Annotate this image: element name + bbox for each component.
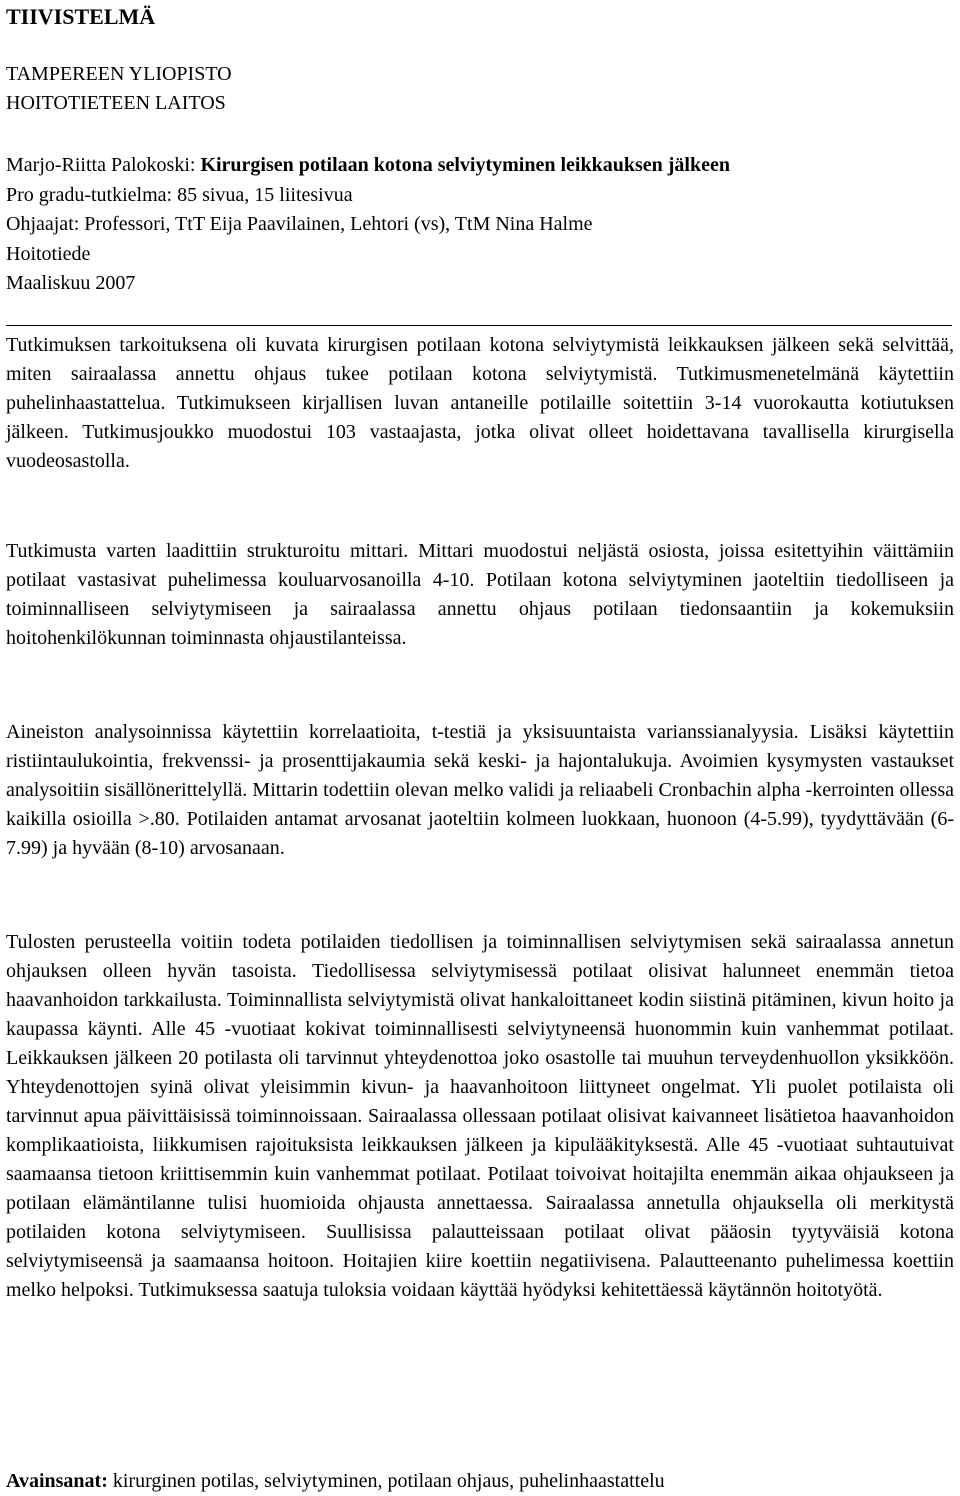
university-name: TAMPEREEN YLIOPISTO: [6, 63, 232, 85]
abstract-paragraph-2: Tutkimusta varten laadittiin strukturoitu mittari. Mittari muodostui neljästä osiosta, joissa esitettyihin väittämiin potilaat vastasivat puhelimessa kouluarvosanoilla 4-10. Potilaan kotona selviytyminen jaoteltiin tiedolliseen ja toiminnalliseen selviytymiseen ja sairaalassa annettu ohjaus potilaan tiedonsaantiin ja kokemuksiin hoitohenkilökunnan toiminnasta ohjaustilanteissa.: [6, 540, 954, 649]
department-name: HOITOTIETEEN LAITOS: [6, 92, 226, 114]
keywords-line: [6, 1467, 665, 1496]
abstract-paragraph-3: Aineiston analysoinnissa käytettiin korrelaatioita, t-testiä ja yksisuuntaista varianssianalyysia. Lisäksi käytettiin ristiintaulukointia, frekvenssi- ja prosenttijakaumia sekä keski- ja hajontalukuja. Avoimien kysymysten vastaukset analysoitiin sisällönerittelyllä. Mittarin todettiin olevan melko validi ja reliaabeli Cronbachin alpha -kerrointen ollessa kaikilla osioilla >.80. Potilaiden antamat arvosanat jaoteltiin kolmeen luokkaan, huonoon (4-5.99), tyydyttävään (6-7.99) ja hyvään (8-10) arvosanaan.: [6, 721, 954, 859]
subject: Hoitotiede: [6, 242, 91, 265]
institution-block: [6, 60, 232, 118]
thesis-info-block: [6, 151, 730, 299]
abstract-paragraph-4: Tulosten perusteella voitiin todeta potilaiden tiedollisen ja toiminnallisen selviytymisen sekä sairaalassa annetun ohjauksen olleen hyvän tasoista. Tiedollisessa selviytymisessä potilaat olisivat halunneet enemmän tietoa haavanhoidon tarkkailusta. Toiminnallista selviytymistä olivat hankaloittaneet kodin siistinä pitäminen, kivun hoito ja kaupassa käynti. Alle 45 -vuotiaat kokivat toiminnallisesti selviytyneensä huonommin kuin vanhemmat potilaat. Leikkauksen jälkeen 20 potilasta oli tarvinnut yhteydenottoa joko osastolle tai muuhun terveydenhuollon yksikköön. Yhteydenottojen syinä olivat yleisimmin kivun- ja haavanhoitoon liittyneet ongelmat. Yli puolet potilaista oli tarvinnut apua päivittäisissä toiminnoissaan. Sairaalassa ollessaan potilaat olisivat kaivanneet lisätietoa haavanhoidon komplikaatioista, liikkumisen rajoituksista leikkauksen jälkeen ja kipulääkityksestä. Alle 45 -vuotiaat suhtautuivat saamaansa tietoon kriittisemmin kuin vanhemmat potilaat. Potilaat toivoivat hoitajilta enemmän aikaa ohjaukseen ja potilaan elämäntilanne tulisi huomioida ohjausta annettaessa. Sairaalassa annetulla ohjauksella oli merkitystä potilaiden kotona selviytymiseen. Suullisissa palautteissaan potilaat olivat pääosin tyytyväisiä kotona selviytymiseensä ja saamaansa hoitoon. Hoitajien kiire koettiin negatiivisena. Palautteenanto puhelimessa koettiin melko helpoksi. Tutkimuksessa saatuja tuloksia voidaan käyttää hyödyksi kehitettäessä käytännön hoitotyötä.: [6, 931, 954, 1301]
author-name: Marjo-Riitta Palokoski:: [6, 154, 201, 176]
author-line: [6, 151, 730, 181]
abstract-title: TIIVISTELMÄ: [6, 4, 156, 29]
divider-line: [6, 325, 952, 326]
keywords-list: kirurginen potilas, selviytyminen, potilaan ohjaus, puhelinhaastattelu: [107, 1470, 665, 1492]
thesis-title: Kirurgisen potilaan kotona selviytyminen leikkauksen jälkeen: [200, 154, 730, 176]
date: Maaliskuu 2007: [6, 272, 136, 294]
abstract-paragraph-1: Tutkimuksen tarkoituksena oli kuvata kirurgisen potilaan kotona selviytymistä leikkauksen jälkeen sekä selvittää, miten sairaalassa annettu ohjaus tukee potilaan kotona selviytymistä. Tutkimusmenetelmänä käytettiin puhelinhaastattelua. Tutkimukseen kirjallisen luvan antaneille potilaille soitettiin 3-14 vuorokautta kotiutuksen jälkeen. Tutkimusjoukko muodostui 103 vastaajasta, jotka olivat olleet hoidettavana tavallisella kirurgisella vuodeosastolla.: [6, 334, 954, 472]
thesis-type: Pro gradu-tutkielma: 85 sivua, 15 liitesivua: [6, 183, 353, 206]
keywords-label: Avainsanat:: [6, 1470, 108, 1492]
supervisors: Ohjaajat: Professori, TtT Eija Paavilainen, Lehtori (vs), TtM Nina Halme: [6, 213, 593, 235]
